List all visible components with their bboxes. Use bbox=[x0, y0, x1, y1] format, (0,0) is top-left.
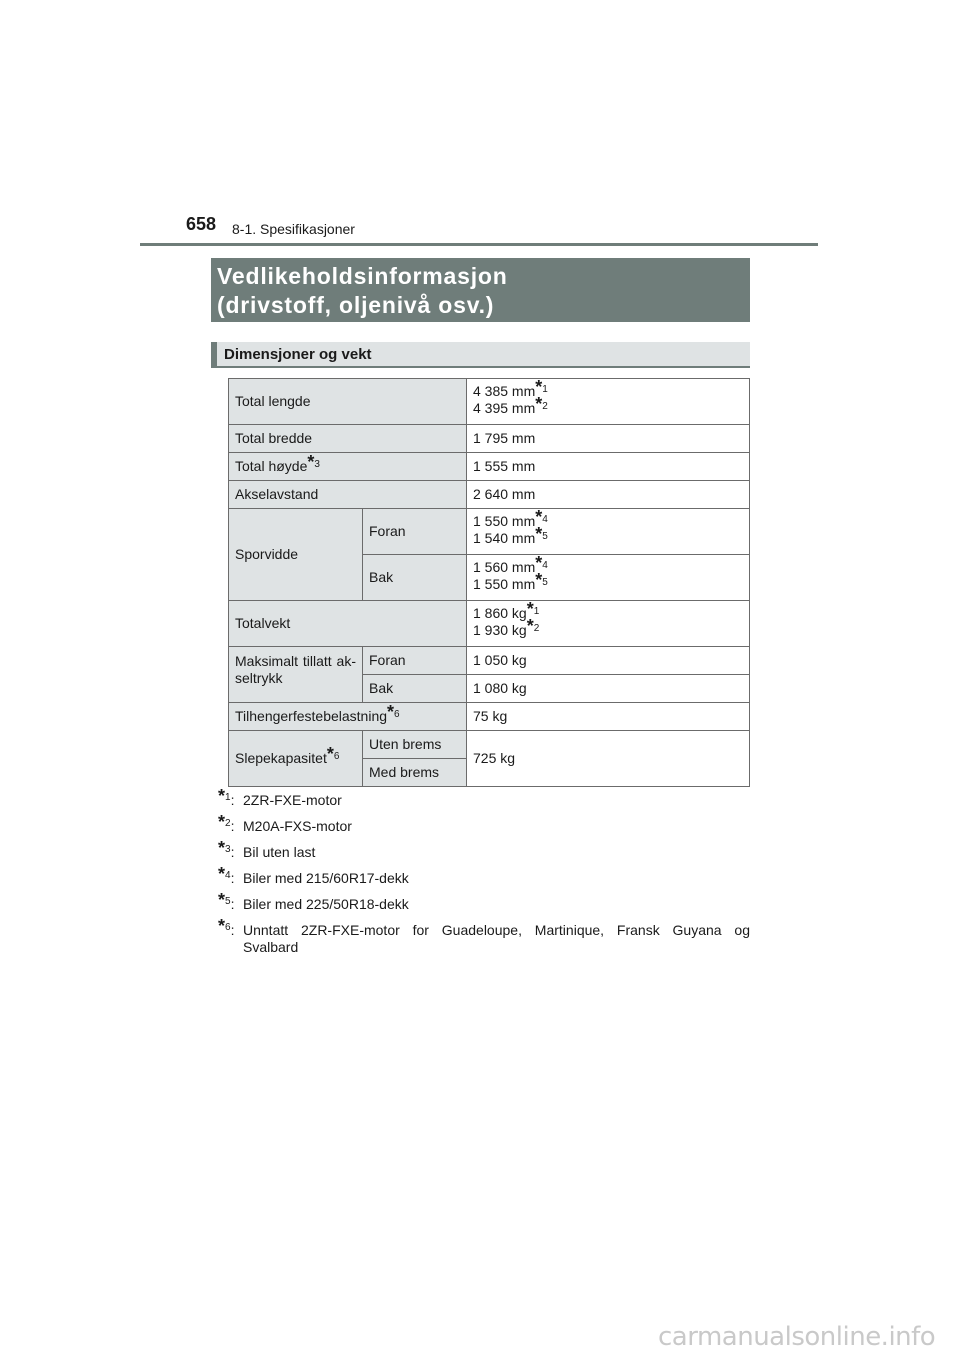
max-axle-label-line: seltrykk bbox=[235, 670, 283, 686]
footnote-text-line-2: Svalbard bbox=[243, 939, 299, 955]
table-row-max-axle-front bbox=[229, 647, 750, 675]
total-length-v2: 4 395 mm bbox=[473, 400, 536, 416]
page-title bbox=[211, 258, 750, 322]
track-front-v1: 1 550 mm bbox=[473, 513, 536, 529]
table-row-total-height bbox=[229, 453, 750, 481]
label-total-length: Total lengde bbox=[229, 379, 467, 425]
total-weight-v1: 1 860 kg bbox=[473, 605, 527, 621]
table-row-total-width bbox=[229, 425, 750, 453]
footnote-item bbox=[218, 916, 750, 956]
track-rear-v1: 1 560 mm bbox=[473, 559, 536, 575]
value-total-length bbox=[467, 379, 750, 425]
footnote-text: Biler med 225/50R18-dekk bbox=[243, 896, 409, 912]
asterisk-mark: * bbox=[526, 599, 534, 619]
note-ref: 4 bbox=[542, 560, 548, 571]
title-line-2: (drivstoff, oljenivå osv.) bbox=[217, 292, 495, 318]
footnote-marker: *$^1$: bbox=[218, 786, 235, 808]
hitch-load-label-text: Tilhengerfestebelastning bbox=[235, 708, 388, 724]
table-row-track-front bbox=[229, 509, 750, 555]
footnote-text: 2ZR-FXE-motor bbox=[243, 792, 342, 808]
label-towing-with-brakes: Med brems bbox=[363, 759, 467, 787]
asterisk-mark: * bbox=[526, 616, 534, 636]
section-breadcrumb: 8-1. Spesifikasjoner bbox=[232, 221, 355, 237]
watermark: carmanualsonline.info bbox=[658, 1322, 936, 1352]
label-total-height bbox=[229, 453, 467, 481]
table-row-total-weight bbox=[229, 601, 750, 647]
note-ref: 3 bbox=[314, 459, 320, 470]
footnote-marker: *$^3$: bbox=[218, 838, 235, 860]
note-ref: 1 bbox=[533, 606, 540, 617]
footnote-marker: *$^4$: bbox=[218, 864, 235, 886]
value-max-axle-rear: 1 080 kg bbox=[467, 675, 750, 703]
towing-label-text: Slepekapasitet bbox=[235, 750, 327, 766]
value-total-weight bbox=[467, 601, 750, 647]
note-ref: 5 bbox=[542, 577, 548, 588]
note-ref: 5 bbox=[542, 531, 548, 542]
value-track-rear bbox=[467, 555, 750, 601]
table-row-wheelbase bbox=[229, 481, 750, 509]
track-rear-v2: 1 550 mm bbox=[473, 576, 536, 592]
asterisk-mark: * bbox=[326, 744, 334, 764]
footnote-text: Biler med 215/60R17-dekk bbox=[243, 870, 409, 886]
title-line-1: Vedlikeholdsinformasjon bbox=[217, 263, 508, 289]
asterisk-mark: * bbox=[535, 507, 543, 527]
asterisk-mark: * bbox=[307, 452, 315, 472]
page-number: 658 bbox=[186, 214, 217, 234]
label-max-axle bbox=[229, 647, 363, 703]
footnote-item bbox=[218, 838, 750, 861]
value-track-front bbox=[467, 509, 750, 555]
footnote-item bbox=[218, 786, 750, 809]
asterisk-mark: * bbox=[535, 524, 543, 544]
label-track-front: Foran bbox=[363, 509, 467, 555]
footnote-marker: *$^5$: bbox=[218, 890, 235, 912]
footnote-text: Bil uten last bbox=[243, 844, 316, 860]
asterisk-mark: * bbox=[535, 570, 543, 590]
note-ref: 6 bbox=[333, 751, 340, 762]
footnote-item bbox=[218, 890, 750, 913]
label-total-weight: Totalvekt bbox=[229, 601, 467, 647]
asterisk-mark: * bbox=[535, 377, 543, 397]
spec-table bbox=[228, 378, 750, 787]
value-towing: 725 kg bbox=[467, 731, 750, 787]
table-row-towing-no-brakes bbox=[229, 731, 750, 759]
subheading bbox=[211, 342, 750, 368]
total-weight-v2: 1 930 kg bbox=[473, 622, 527, 638]
value-wheelbase: 2 640 mm bbox=[467, 481, 750, 509]
label-max-axle-rear: Bak bbox=[363, 675, 467, 703]
label-towing bbox=[229, 731, 363, 787]
note-ref: 1 bbox=[542, 384, 548, 395]
footnote-text-line-1: Unntatt 2ZR-FXE-motor for Guadeloupe, Martinique, Fransk Guyana og bbox=[243, 922, 750, 938]
note-ref: 2 bbox=[542, 401, 548, 412]
max-axle-label-line: Maksimalt tillatt ak- bbox=[235, 653, 356, 669]
note-ref: 2 bbox=[533, 623, 540, 634]
table-row-hitch-load bbox=[229, 703, 750, 731]
label-towing-no-brakes: Uten brems bbox=[363, 731, 467, 759]
label-hitch-load bbox=[229, 703, 467, 731]
value-total-height: 1 555 mm bbox=[467, 453, 750, 481]
label-total-width: Total bredde bbox=[229, 425, 467, 453]
footnote-item bbox=[218, 864, 750, 887]
value-max-axle-front: 1 050 kg bbox=[467, 647, 750, 675]
asterisk-mark: * bbox=[535, 394, 543, 414]
footnote-item bbox=[218, 812, 750, 835]
label-track-rear: Bak bbox=[363, 555, 467, 601]
total-length-v1: 4 385 mm bbox=[473, 383, 536, 399]
track-front-v2: 1 540 mm bbox=[473, 530, 536, 546]
asterisk-mark: * bbox=[535, 553, 543, 573]
footnote-marker: *$^2$: bbox=[218, 812, 235, 834]
label-wheelbase: Akselavstand bbox=[229, 481, 467, 509]
subheading-accent-bar bbox=[211, 342, 217, 366]
total-height-label-text: Total høyde bbox=[235, 458, 308, 474]
note-ref: 6 bbox=[394, 709, 400, 720]
note-ref: 4 bbox=[542, 514, 548, 525]
value-total-width: 1 795 mm bbox=[467, 425, 750, 453]
asterisk-mark: * bbox=[387, 702, 395, 722]
table-row-total-length bbox=[229, 379, 750, 425]
value-hitch-load: 75 kg bbox=[467, 703, 750, 731]
footnotes bbox=[218, 786, 750, 965]
subheading-text: Dimensjoner og vekt bbox=[224, 346, 372, 363]
footnote-text: M20A-FXS-motor bbox=[243, 818, 352, 834]
footnote-marker: *$^6$: bbox=[218, 916, 235, 938]
label-track: Sporvidde bbox=[229, 509, 363, 601]
header-divider bbox=[140, 243, 818, 246]
label-max-axle-front: Foran bbox=[363, 647, 467, 675]
